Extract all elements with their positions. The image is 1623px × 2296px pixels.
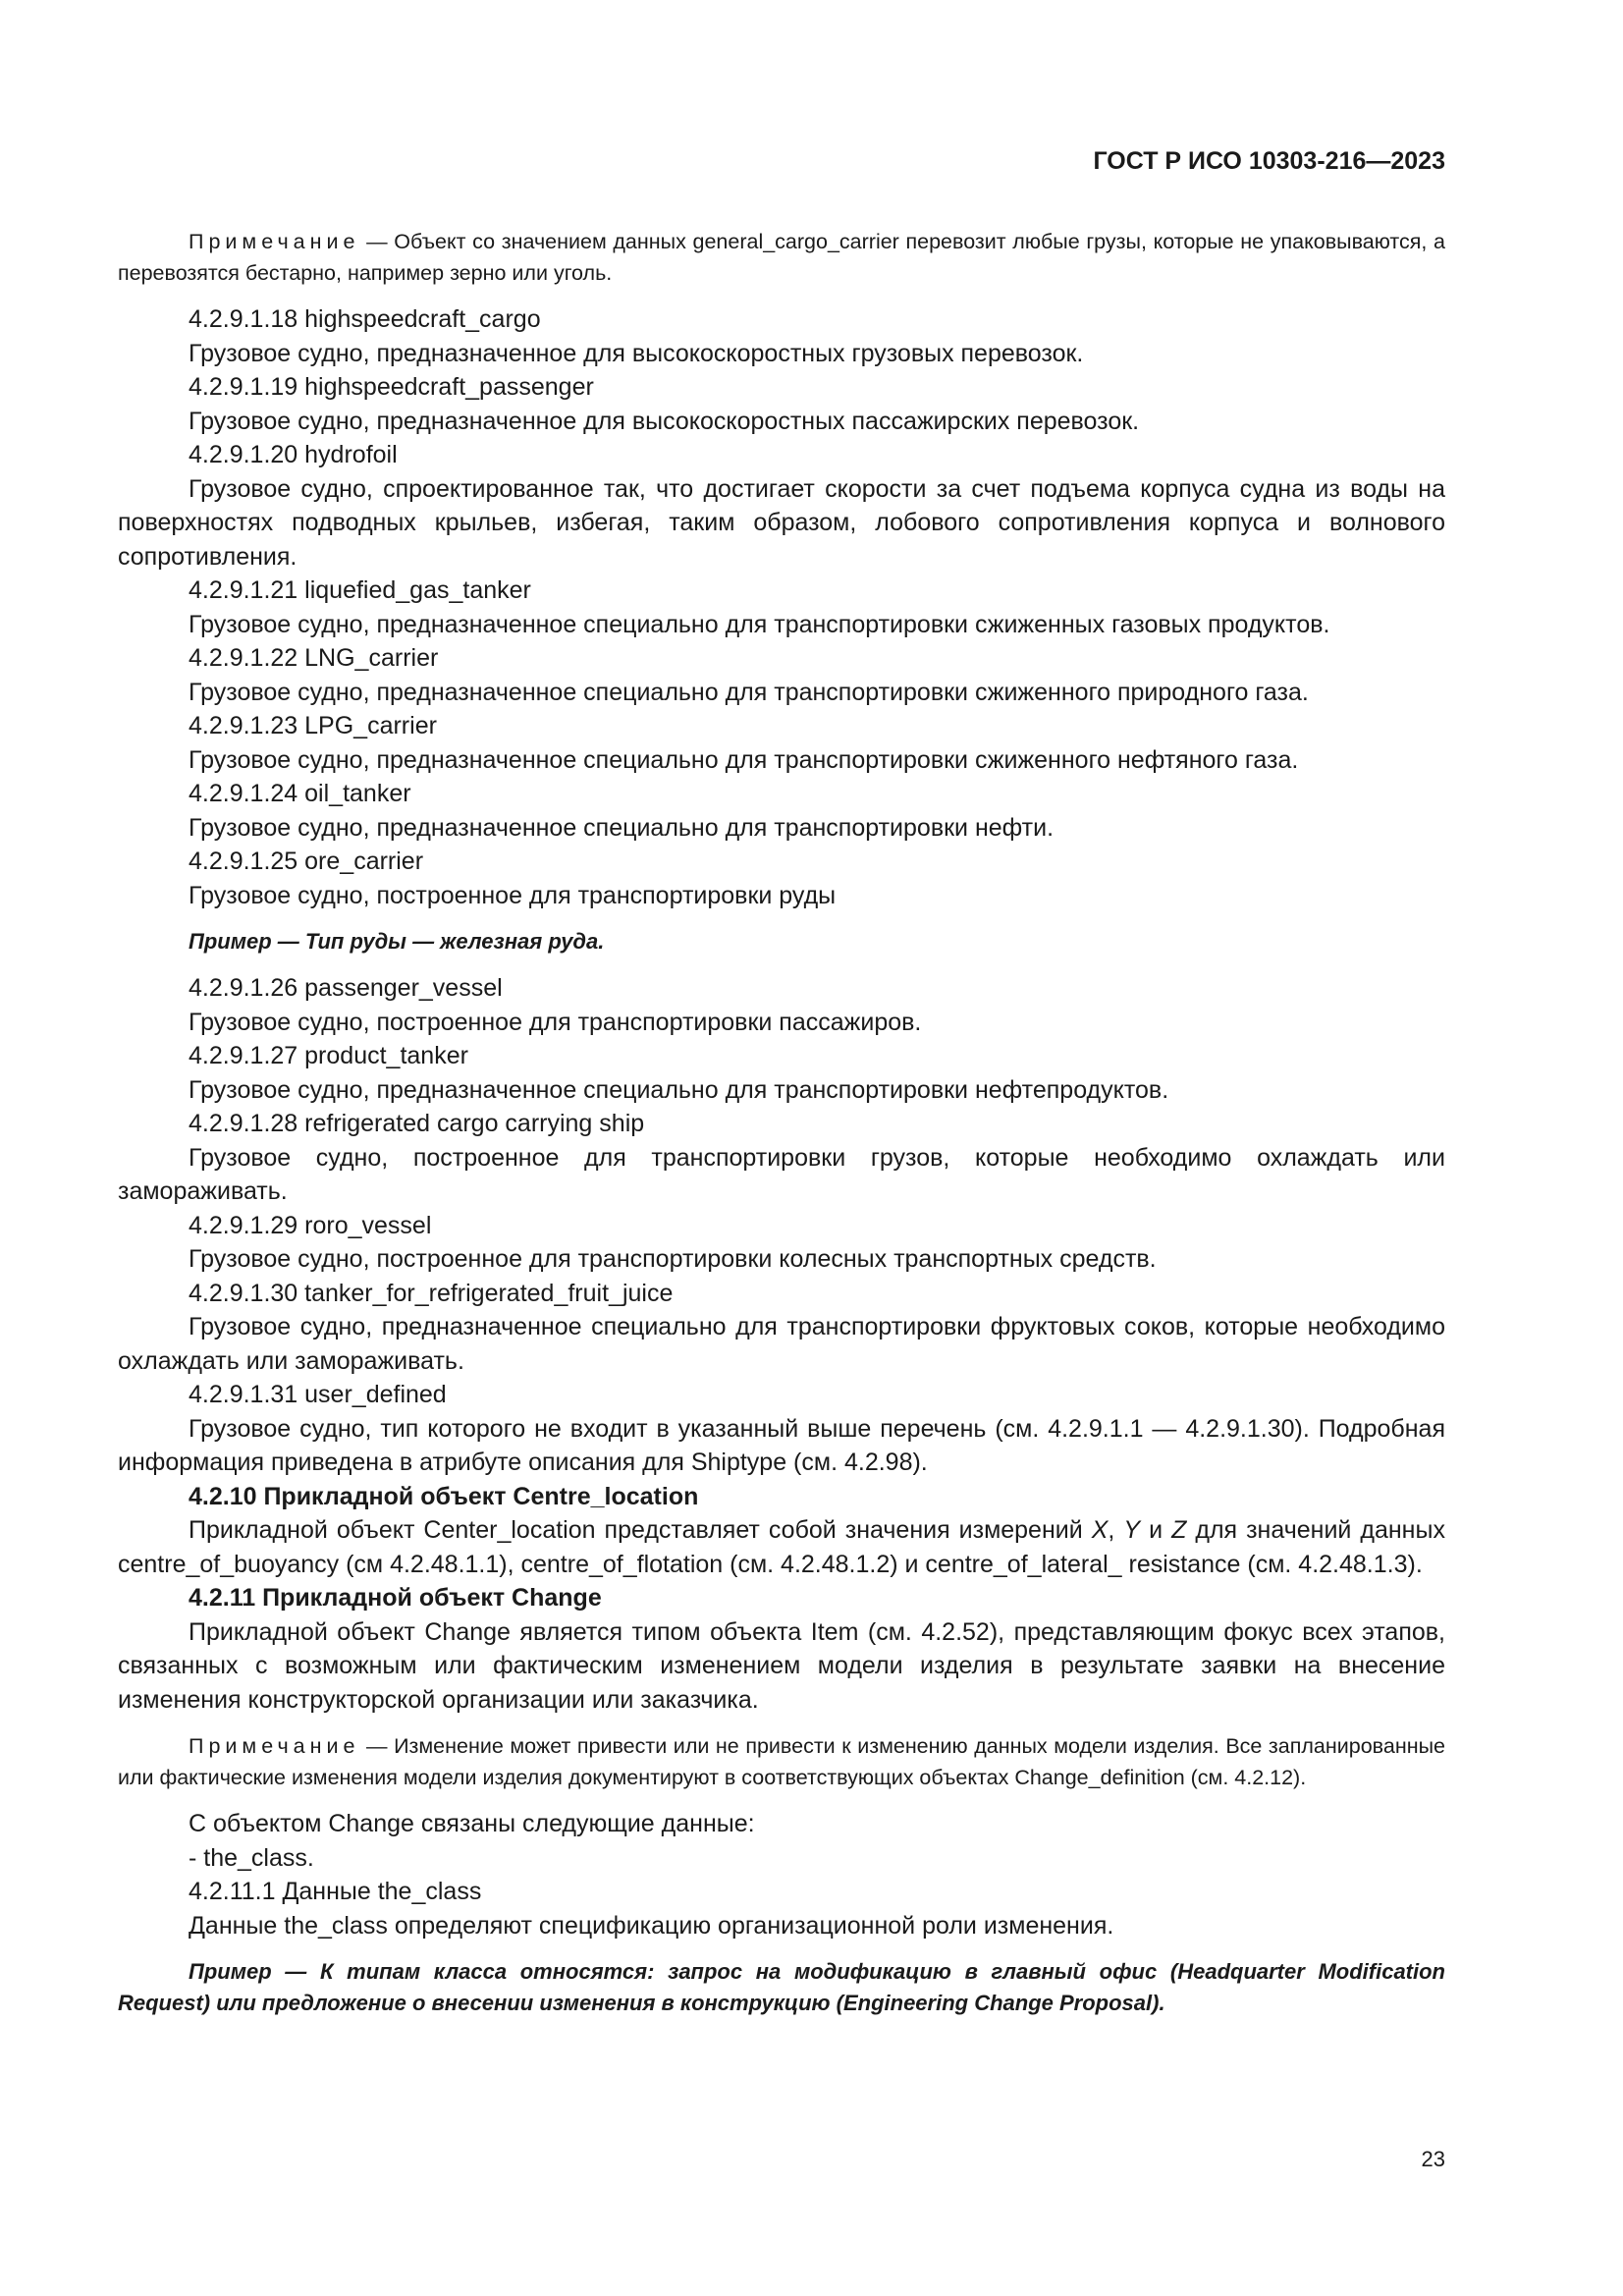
note-text: — Объект со значением данных general_cargo_carrier перевозит любые грузы, которые не упаковываются, а перевозятся бестарно, например зерно или уголь. xyxy=(118,230,1445,285)
conjunction: и xyxy=(1149,1516,1163,1544)
text-span: для значений данных centre_of_buoyancy (см 4.2.48.1.1), centre_of_flotation (см. 4.2.48.1.2) и centre_of_lateral_ resistance (см. 4.2.48.1.3). xyxy=(118,1516,1445,1578)
subsection-text: Данные the_class определяют спецификацию организационной роли изменения. xyxy=(189,1911,1114,1940)
entry-definition: Грузовое судно, предназначенное специально для транспортировки сжиженных газовых продуктов. xyxy=(189,610,1330,638)
axis-x: X xyxy=(1091,1516,1109,1544)
entry-definition: Грузовое судно, предназначенное специально для транспортировки нефти. xyxy=(189,813,1055,842)
text-span: Прикладной объект Center_location представляет собой значения измерений xyxy=(189,1516,1083,1544)
comma: , xyxy=(1108,1516,1115,1544)
section-text-4-2-10 xyxy=(118,1513,1445,1581)
entry-term: 4.2.9.1.27 product_tanker xyxy=(189,1042,468,1069)
entry-term: 4.2.9.1.28 refrigerated cargo carrying ship xyxy=(189,1110,645,1137)
entry-term: 4.2.9.1.26 passenger_vessel xyxy=(189,974,503,1002)
entries-group-2 xyxy=(118,971,1445,1480)
entry-definition: Грузовое судно, построенное для транспортировки колесных транспортных средств. xyxy=(189,1245,1157,1273)
related-data-intro: С объектом Change связаны следующие данные: xyxy=(189,1810,755,1837)
entry-definition: Грузовое судно, предназначенное специально для транспортировки нефтепродуктов. xyxy=(189,1075,1169,1104)
note-1 xyxy=(118,226,1445,289)
entry-term: 4.2.9.1.19 highspeedcraft_passenger xyxy=(189,373,594,401)
document-header: ГОСТ Р ИСО 10303-216—2023 xyxy=(1093,147,1445,175)
entry-definition: Грузовое судно, предназначенное специально для транспортировки сжиженного нефтяного газа. xyxy=(189,745,1299,774)
entry-definition: Грузовое судно, тип которого не входит в указанный выше перечень (см. 4.2.9.1.1 — 4.2.9.1.30). Подробная информация приведена в атрибуте описания для Shiptype (см. 4.2.98). xyxy=(118,1414,1445,1476)
example-1: Пример — Тип руды — железная руда. xyxy=(189,929,605,954)
entry-definition: Грузовое судно, предназначенное специально для транспортировки фруктовых соков, которые необходимо охлаждать или замораживать. xyxy=(118,1313,1445,1375)
entry-definition: Грузовое судно, построенное для транспортировки пассажиров. xyxy=(189,1008,922,1036)
entry-term: 4.2.9.1.31 user_defined xyxy=(189,1381,447,1408)
section-heading-4-2-11: 4.2.11 Прикладной объект Change xyxy=(189,1584,602,1612)
entry-definition: Грузовое судно, предназначенное для высокоскоростных грузовых перевозок. xyxy=(189,339,1084,367)
entry-definition: Грузовое судно, предназначенное для высокоскоростных пассажирских перевозок. xyxy=(189,407,1140,435)
document-body xyxy=(118,226,1445,2033)
note-label: Примечание xyxy=(189,1734,360,1758)
entry-term: 4.2.9.1.20 hydrofoil xyxy=(189,441,398,468)
entries-group-1 xyxy=(118,302,1445,912)
related-data-item: - the_class. xyxy=(189,1843,314,1872)
entry-term: 4.2.9.1.23 LPG_carrier xyxy=(189,712,437,739)
entry-term: 4.2.9.1.24 oil_tanker xyxy=(189,780,411,807)
entry-term: 4.2.9.1.21 liquefied_gas_tanker xyxy=(189,576,531,604)
example-2: Пример — К типам класса относятся: запрос на модификацию в главный офис (Headquarter Modification Request) или предложение о внесении изменения в конструкцию (Engineering Change Proposal). xyxy=(118,1959,1445,2015)
entry-term: 4.2.9.1.30 tanker_for_refrigerated_fruit_juice xyxy=(189,1279,674,1307)
note-label: Примечание xyxy=(189,230,360,253)
entry-definition: Грузовое судно, построенное для транспортировки руды xyxy=(189,881,837,909)
note-text: — Изменение может привести или не привести к изменению данных модели изделия. Все запланированные или фактические изменения модели изделия документируют в соответствующих объектах Change_definition (см. 4.2.12). xyxy=(118,1734,1445,1789)
subsection-heading: 4.2.11.1 Данные the_class xyxy=(189,1878,482,1905)
section-text-4-2-11: Прикладной объект Change является типом объекта Item (см. 4.2.52), представляющим фокус всех этапов, связанных с возможным или фактическим изменением модели изделия в результате заявки на внесение изменения конструкторской организации или заказчика. xyxy=(118,1617,1445,1714)
entry-term: 4.2.9.1.22 LNG_carrier xyxy=(189,644,439,672)
axis-z: Z xyxy=(1171,1516,1187,1544)
page-number: 23 xyxy=(1421,2147,1445,2171)
note-2 xyxy=(118,1730,1445,1793)
entry-term: 4.2.9.1.25 ore_carrier xyxy=(189,847,424,875)
entry-definition: Грузовое судно, построенное для транспортировки грузов, которые необходимо охлаждать или замораживать. xyxy=(118,1143,1445,1205)
section-heading-4-2-10: 4.2.10 Прикладной объект Centre_location xyxy=(189,1482,699,1510)
entry-term: 4.2.9.1.29 roro_vessel xyxy=(189,1211,432,1239)
entry-term: 4.2.9.1.18 highspeedcraft_cargo xyxy=(189,305,541,333)
entry-definition: Грузовое судно, спроектированное так, что достигает скорости за счет подъема корпуса судна из воды на поверхностях подводных крыльев, избегая, таким образом, лобового сопротивления корпуса и волнового сопротивления. xyxy=(118,474,1445,571)
entry-definition: Грузовое судно, предназначенное специально для транспортировки сжиженного природного газа. xyxy=(189,678,1309,706)
axis-y: Y xyxy=(1123,1516,1141,1544)
